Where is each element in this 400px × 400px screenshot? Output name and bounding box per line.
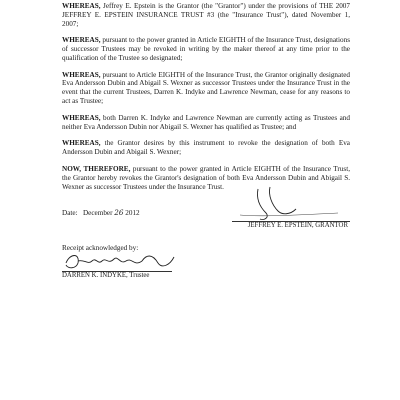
paragraph-5-lead: WHEREAS, <box>62 139 101 148</box>
trustee-signature-area <box>62 253 262 271</box>
paragraph-3-lead: WHEREAS, <box>62 70 101 79</box>
paragraph-4-lead: WHEREAS, <box>62 113 101 122</box>
date-label: Date: <box>62 209 78 218</box>
paragraph-2-lead: WHEREAS, <box>62 36 101 45</box>
date-day: 26 <box>114 208 124 218</box>
receipt-block <box>62 244 262 280</box>
paragraph-4 <box>62 114 350 132</box>
trustee-signature-icon <box>62 249 192 273</box>
grantor-name: JEFFREY E. EPSTEIN, GRANTOR <box>247 222 348 230</box>
paragraph-2-text: pursuant to the power granted in Article EIGHTH of the Insurance Trust, designations of successor Trustees may be revoked in writing by the maker thereof at any time prior to the qualification of the Trustee so designated; <box>62 36 350 62</box>
document-page <box>62 2 350 230</box>
paragraph-5 <box>62 139 350 157</box>
date-year: 2012 <box>125 209 140 218</box>
date-month: December <box>82 209 113 218</box>
paragraph-3 <box>62 71 350 106</box>
paragraph-6-lead: NOW, THEREFORE, <box>62 164 131 173</box>
paragraph-5-text: the Grantor desires by this instrument to revoke the designation of both Eva Andersson Dubin and Abigail S. Wexner; <box>62 139 350 157</box>
receipt-label: Receipt acknowledged by: <box>62 244 139 252</box>
trustee-name: DARREN K. INDYKE, Trustee <box>62 271 150 279</box>
paragraph-4-text: both Darren K. Indyke and Lawrence Newman are currently acting as Trustees and neither Eva Andersson Dubin nor Abigail S. Wexner has qualified as Trustee; and <box>62 113 350 131</box>
paragraph-6-text: pursuant to the power granted in Article EIGHTH of the Insurance Trust, the Grantor hereby revokes the Grantor's designation of both Eva Andersson Dubin and Abigail S. Wexner as successor Trustees under the Insurance Trust. <box>62 164 350 191</box>
paragraph-2 <box>62 36 350 62</box>
date-line <box>62 209 140 218</box>
paragraph-3-text: pursuant to Article EIGHTH of the Insurance Trust, the Grantor originally designated Eva Andersson Dubin and Abigail S. Wexner as successor Trustees under the Insurance Trust in the event that the current Trustees, Darren K. Indyke and Lawrence Newman, cease for any reasons to act as Trustee; <box>62 70 350 106</box>
paragraph-1 <box>62 2 350 28</box>
paragraph-1-lead: WHEREAS, <box>62 2 101 10</box>
paragraph-1-text: Jeffrey E. Epstein is the Grantor (the "Grantor") under the provisions of THE 2007 JEFFREY E. EPSTEIN INSURANCE TRUST #3 (the "Insurance Trust"), dated November 1, 2007; <box>62 2 350 28</box>
grantor-signature-block <box>220 199 350 230</box>
date-signature-row <box>62 199 350 230</box>
grantor-signature-icon <box>220 185 350 225</box>
